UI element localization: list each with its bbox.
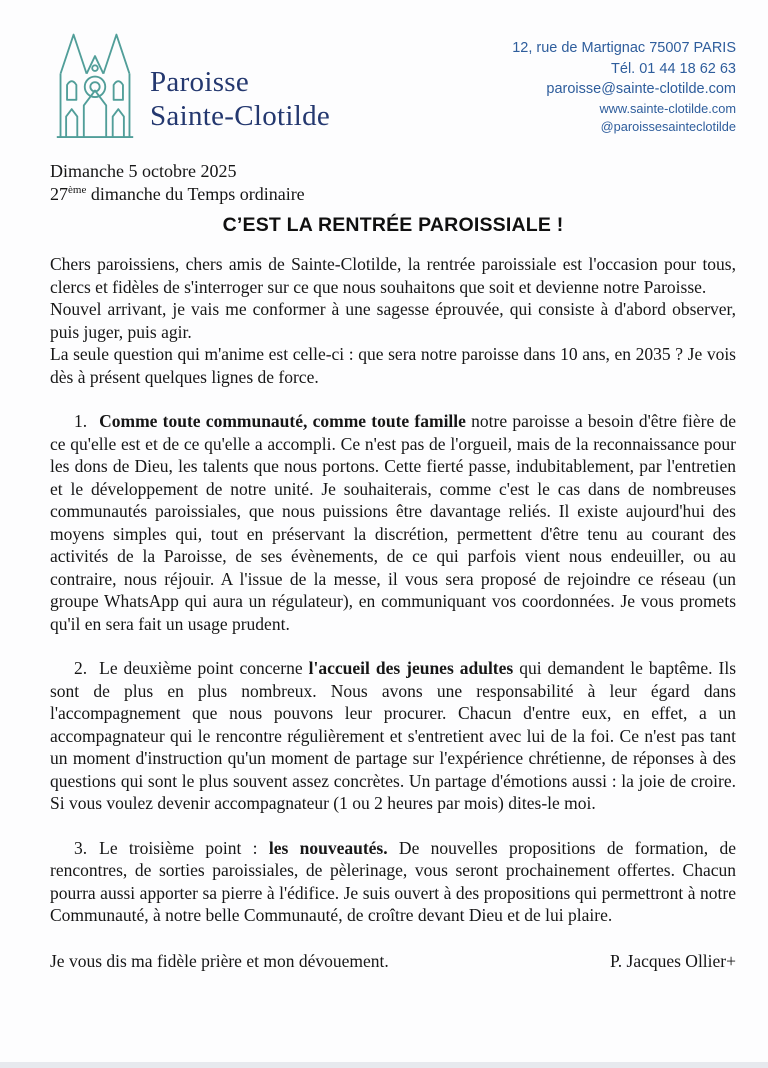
liturgical-text: dimanche du Temps ordinaire: [86, 184, 305, 205]
liturgical-day-line: [50, 183, 736, 206]
org-name-line1: Paroisse: [150, 66, 250, 98]
numbered-paragraph-3: [50, 837, 736, 927]
contact-phone: Tél. 01 44 18 62 63: [611, 60, 736, 77]
contact-social-handle: @paroissesainteclotilde: [600, 119, 736, 135]
org-name-line2: Sainte-Clotilde: [150, 99, 331, 132]
closing-sentence: Je vous dis ma fidèle prière et mon dévouement.: [50, 950, 389, 971]
paragraph-rest-text: notre paroisse a besoin d'être fière de ce qu'elle est et de ce qu'elle a accompli. Ce n'est pas de l'orgueil, mais de la reconnaissance pour les dons de Dieu, les talents que nous portons. Cette fierté passe, indubitablement, par l'entretien et le développement de notre unité. Je souhaiterais, comme c'est le cas dans de nombreuses communautés paroissiales, que nous puissions être davantage reliés. Il existe aujourd'hui des moyens simples qui, tout en préservant la discrétion, permettent d'être tenu au courant des activités de la Paroisse, de ses évènements, de ce qui parfois vient nous endeuiller, ou au contraire, nous réjouir. A l'issue de la messe, il vous sera proposé de rejoindre ce réseau (un groupe WhatsApp qui aura un régulateur), en communiquant vos coordonnées. Je vous promets qu'il en sera fait un usage prudent.: [50, 411, 736, 634]
paragraph-number: 3.: [74, 837, 88, 858]
signature: P. Jacques Ollier+: [609, 950, 736, 971]
paragraph-number: 2.: [74, 658, 88, 679]
paragraph-rest-text: De nouvelles propositions de formation, de rencontres, de sorties paroissiales, de pèlerinage, vous seront prochainement offertes. Chacun pourra aussi apporter sa pierre à l'édifice. Je suis ouvert à des propositions qui permettront à notre Communauté, à notre belle Communauté, de croître devant Dieu et de lui plaire.: [50, 837, 736, 926]
date-block: [50, 160, 736, 206]
numbered-paragraph-2: [50, 657, 736, 815]
page-title: C’EST LA RENTRÉE PAROISSIALE !: [222, 214, 564, 237]
church-logo-icon: [54, 26, 136, 142]
contact-email: paroisse@sainte-clotilde.com: [546, 81, 736, 98]
org-name: [150, 66, 330, 133]
intro-paragraph: La seule question qui m'anime est celle-ci : que sera notre paroisse dans 10 ans, en 2035 ? Je vois dès à présent quelques lignes de force.: [50, 344, 736, 387]
contact-block: [512, 38, 736, 137]
ordinal-suffix: ème: [68, 184, 87, 197]
paragraph-number: 1.: [74, 411, 88, 432]
contact-address: 12, rue de Martignac 75007 PARIS: [512, 40, 736, 56]
paragraph-pre-text: Le deuxième point concerne: [99, 658, 309, 679]
contact-website: www.sainte-clotilde.com: [599, 100, 736, 116]
closing-row: [50, 951, 736, 972]
paragraph-rest-text: qui demandent le baptême. Ils sont de plus en plus nombreux. Nous avons une responsabilité à leur égard dans l'accompagnement que nous pouvons leur procurer. Chacun d'entre eux, en effet, a un accompagnateur qui le rencontre régulièrement et s'entretient avec lui de la foi. Ce n'est pas tant un moment d'instruction qu'un moment de partage sur l'expérience chrétienne, de réponses à des questions qui sont le plus souvent assez concrètes. Un partage d'émotions aussi : la joie de croire. Si vous voulez devenir accompagnateur (1 ou 2 heures par mois) dites-le moi.: [50, 658, 737, 814]
letter-body: [50, 253, 736, 927]
intro-paragraph: Nouvel arrivant, je vais me conformer à une sagesse éprouvée, qui consiste à d'abord observer, puis juger, puis agir.: [50, 299, 736, 342]
intro-paragraph: Chers paroissiens, chers amis de Sainte-Clotilde, la rentrée paroissiale est l'occasion pour tous, clercs et fidèles de s'interroger sur ce que nous souhaitons que soit et devienne notre Paroisse.: [50, 254, 736, 297]
paragraph-pre-text: Le troisième point :: [99, 837, 269, 858]
paragraph-bold-text: l'accueil des jeunes adultes: [308, 658, 514, 679]
page-bottom-edge: [0, 1062, 768, 1068]
paragraph-bold-text: Comme toute communauté, comme toute famille: [99, 411, 466, 432]
date-line: Dimanche 5 octobre 2025: [50, 161, 237, 181]
parish-brand: [50, 26, 330, 142]
letterhead: [50, 26, 736, 142]
liturgical-ordinal: 27: [50, 184, 68, 205]
paragraph-bold-text: les nouveautés.: [268, 837, 388, 858]
numbered-paragraph-1: [50, 410, 736, 635]
